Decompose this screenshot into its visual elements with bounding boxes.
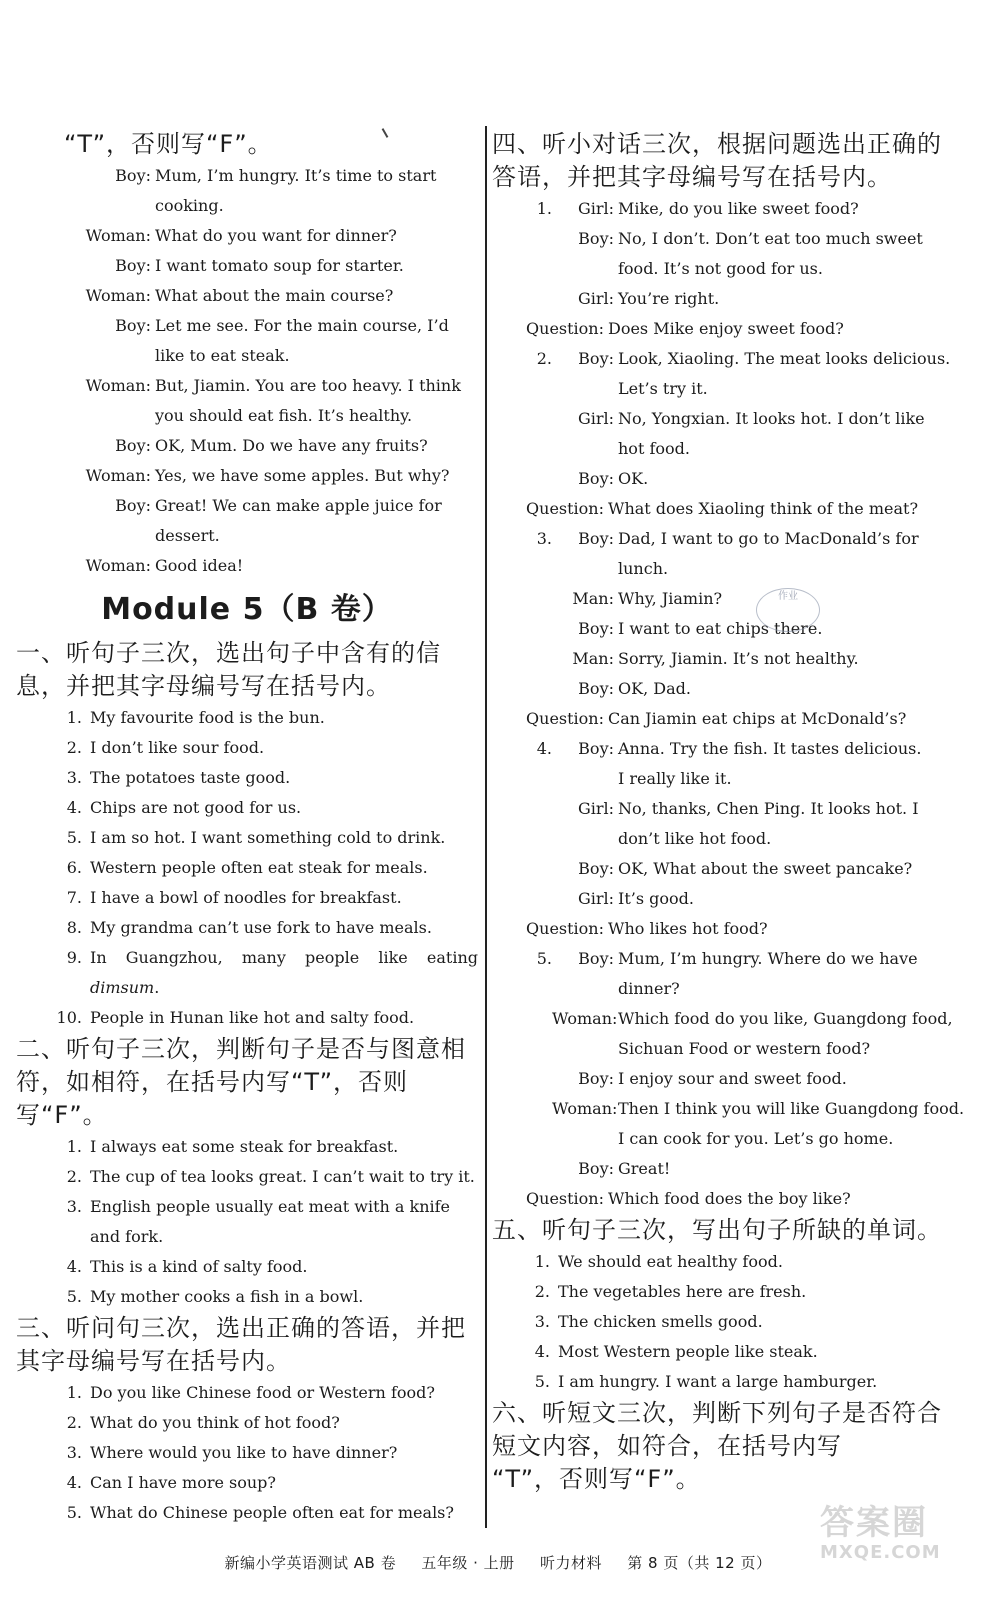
item-number [492, 464, 552, 494]
dialogue-line [492, 374, 970, 404]
item-number: 1. [534, 1252, 550, 1271]
dialogue-line [16, 191, 478, 221]
speaker-label: Woman: [552, 1099, 618, 1118]
speaker-label: Boy: [578, 679, 614, 698]
speaker-label: Girl: [577, 289, 614, 308]
section-heading-line: 六、听短文三次，判断下列句子是否符合 [492, 1399, 942, 1427]
question-line [492, 1184, 970, 1214]
dialogue-line [16, 281, 478, 311]
item-text: Do you like Chinese food or Western food? [90, 1383, 435, 1402]
list-item [16, 703, 478, 733]
item-text: My favourite food is the bun. [90, 708, 325, 727]
homework-stamp [756, 588, 820, 632]
item-text: I am so hot. I want something cold to drink. [90, 828, 446, 847]
item-number: 4. [534, 1342, 550, 1361]
dialogue-text: What do you want for dinner? [155, 226, 397, 245]
dialogue-line [492, 674, 970, 704]
list-item [16, 1282, 478, 1312]
item-text: I have a bowl of noodles for breakfast. [90, 888, 402, 907]
list-item [16, 1222, 478, 1252]
section-4 [492, 128, 970, 1214]
dialogue-line [492, 1094, 970, 1124]
speaker-label: Boy: [115, 256, 151, 275]
dialogue-line [492, 974, 970, 1004]
list-item [492, 1367, 970, 1397]
section-heading-line: 答语，并把其字母编号写在括号内。 [492, 163, 892, 191]
dialogue-text: Which food do you like, Guangdong food, [618, 1009, 953, 1028]
speaker-label: Boy: [578, 949, 614, 968]
dialogue-text: I can cook for you. Let’s go home. [618, 1129, 894, 1148]
speaker-label: Boy: [115, 166, 151, 185]
dialogue-text: Sichuan Food or western food? [618, 1039, 871, 1058]
item-number: 5. [536, 949, 552, 968]
dialogue-line [492, 644, 970, 674]
question-label: Question: [526, 499, 604, 518]
item-text: My grandma can’t use fork to have meals. [90, 918, 432, 937]
dialogue-line [492, 734, 970, 764]
list-item [16, 1468, 478, 1498]
speaker-label [552, 764, 614, 794]
speaker-label: Boy: [578, 349, 614, 368]
item-number: 4. [536, 739, 552, 758]
dialogue-text: Mum, I’m hungry. Where do we have [618, 949, 918, 968]
item-number [492, 1154, 552, 1184]
list-item [492, 1337, 970, 1367]
item-number: 5. [66, 1503, 82, 1522]
list-item [492, 1277, 970, 1307]
speaker-label [552, 824, 614, 854]
dialogue-text: I enjoy sour and sweet food. [618, 1069, 847, 1088]
speaker-label: Boy: [578, 229, 614, 248]
dialogue-text: No, Yongxian. It looks hot. I don’t like [618, 409, 925, 428]
item-text: English people usually eat meat with a knife [90, 1197, 451, 1216]
section-3 [16, 1312, 478, 1528]
item-text: People in Hunan like hot and salty food. [90, 1008, 415, 1027]
dialogue-text: What about the main course? [155, 286, 394, 305]
dialogue-text: It’s good. [618, 889, 694, 908]
section-heading-line: 三、听问句三次，选出正确的答语，并把 [16, 1314, 466, 1342]
item-number [492, 794, 552, 824]
speaker-label: Woman: [85, 556, 151, 575]
list-item [16, 883, 478, 913]
dialogue-text: OK, Mum. Do we have any fruits? [155, 436, 428, 455]
item-text: Chips are not good for us. [90, 798, 302, 817]
item-text: What do Chinese people often eat for meals? [90, 1503, 454, 1522]
dialogue-line [492, 794, 970, 824]
section-2 [16, 1033, 478, 1312]
dialogue-line [492, 944, 970, 974]
footer-part: 听力材料 [539, 1554, 602, 1572]
item-number [492, 1064, 552, 1094]
item-text: I am hungry. I want a large hamburger. [558, 1372, 878, 1391]
dialogue-text: I really like it. [618, 769, 732, 788]
dialogue-text: Yes, we have some apples. But why? [155, 466, 450, 485]
item-text: In Guangzhou, many people like eating dimsum. [90, 948, 478, 997]
question-label: Question: [526, 709, 604, 728]
item-text: Western people often eat steak for meals. [90, 858, 428, 877]
item-text: Where would you like to have dinner? [90, 1443, 398, 1462]
dialogue-text: food. It’s not good for us. [618, 259, 823, 278]
dialogue-line [16, 251, 478, 281]
speaker-label: Woman: [85, 226, 151, 245]
list-item [16, 1378, 478, 1408]
dialogue-line [492, 284, 970, 314]
item-number: 3. [66, 768, 82, 787]
item-number: 1. [66, 1383, 82, 1402]
item-number [492, 554, 552, 584]
speaker-label: Boy: [115, 316, 151, 335]
speaker-label [552, 1124, 614, 1154]
section-heading-line: 二、听句子三次，判断句子是否与图意相 [16, 1035, 466, 1063]
dialogue-line [492, 344, 970, 374]
section-6 [492, 1397, 970, 1496]
item-text: I always eat some steak for breakfast. [90, 1137, 399, 1156]
item-text: I don’t like sour food. [90, 738, 265, 757]
item-number: 5. [66, 1287, 82, 1306]
section-heading-line: “T”，否则写“F”。 [492, 1465, 701, 1493]
speaker-label: Boy: [578, 1069, 614, 1088]
item-number: 5. [66, 828, 82, 847]
column-divider [485, 126, 487, 1528]
dialogue-text: Look, Xiaoling. The meat looks delicious. [618, 349, 951, 368]
item-text: The potatoes taste good. [90, 768, 291, 787]
question-text: Who likes hot food? [608, 919, 768, 938]
section-5 [492, 1214, 970, 1397]
list-item [492, 1247, 970, 1277]
section-heading-line: 四、听小对话三次，根据问题选出正确的 [492, 130, 942, 158]
dialogue-text: Great! [618, 1159, 671, 1178]
item-number: 5. [534, 1372, 550, 1391]
dialogue-text: Why, Jiamin? [618, 589, 723, 608]
dialogue-text: hot food. [618, 439, 690, 458]
list-item [16, 1252, 478, 1282]
section-heading-line: 写“F”。 [16, 1101, 108, 1129]
speaker-label: Boy: [115, 496, 151, 515]
dialogue-text: Great! We can make apple juice for [155, 496, 442, 515]
dialogue-line [492, 614, 970, 644]
question-text: Can Jiamin eat chips at McDonald’s? [608, 709, 907, 728]
dialogue-text: you should eat fish. It’s healthy. [155, 406, 413, 425]
dialogue-line [492, 854, 970, 884]
speaker-label: Girl: [577, 889, 614, 908]
footer-grade: 五年级 · 上册 [421, 1554, 515, 1572]
dialogue-line [492, 764, 970, 794]
item-number: 2. [66, 738, 82, 757]
speaker-label: Boy: [578, 859, 614, 878]
dialogue-text: No, I don’t. Don’t eat too much sweet [618, 229, 923, 248]
dialogue-line [492, 1124, 970, 1154]
speaker-label: Girl: [577, 799, 614, 818]
item-number [492, 644, 552, 674]
dialogue-text: Sorry, Jiamin. It’s not healthy. [618, 649, 859, 668]
dialogue-text: cooking. [155, 196, 224, 215]
item-text: and fork. [90, 1227, 164, 1246]
dialogue-line [16, 401, 478, 431]
list-item [16, 1498, 478, 1528]
dialogue-text: don’t like hot food. [618, 829, 772, 848]
item-number [492, 824, 552, 854]
speaker-label: Boy: [578, 619, 614, 638]
stamp-text: 作业 [778, 591, 798, 602]
dialogue-line [492, 434, 970, 464]
item-number: 2. [66, 1413, 82, 1432]
dialogue-line [16, 521, 478, 551]
dialogue-line [492, 224, 970, 254]
page-footer [0, 1552, 996, 1573]
dialogue-line [492, 194, 970, 224]
item-number [24, 1222, 82, 1252]
item-number [492, 1124, 552, 1154]
speaker-label: Woman: [552, 1009, 618, 1028]
dialogue-text: OK, Dad. [618, 679, 691, 698]
list-item [16, 733, 478, 763]
item-number: 3. [536, 529, 552, 548]
question-line [492, 914, 970, 944]
right-column [492, 128, 970, 1496]
item-number [492, 584, 552, 614]
dialogue-line [492, 254, 970, 284]
dialogue-line [492, 1004, 970, 1034]
item-number [492, 674, 552, 704]
list-item [16, 913, 478, 943]
dialogue-text: Mike, do you like sweet food? [618, 199, 859, 218]
speaker-label [31, 191, 151, 221]
left-column [16, 128, 478, 1528]
dialogue-text: No, thanks, Chen Ping. It looks hot. I [618, 799, 919, 818]
dialogue-line [16, 311, 478, 341]
item-number [492, 1034, 552, 1064]
dialogue-line [492, 824, 970, 854]
list-item [16, 1003, 478, 1033]
item-text: We should eat healthy food. [558, 1252, 783, 1271]
item-text: Most Western people like steak. [558, 1342, 818, 1361]
speaker-label: Boy: [578, 529, 614, 548]
question-label: Question: [526, 319, 604, 338]
list-item [16, 943, 478, 1003]
dialogue-text: But, Jiamin. You are too heavy. I think [155, 376, 461, 395]
question-label: Question: [526, 919, 604, 938]
dialogue-line [16, 461, 478, 491]
speaker-label [552, 554, 614, 584]
item-number: 3. [534, 1312, 550, 1331]
item-number [492, 284, 552, 314]
section-heading-line: 符，如相符，在括号内写“T”，否则 [16, 1068, 408, 1096]
item-number: 6. [66, 858, 82, 877]
speaker-label: Boy: [578, 1159, 614, 1178]
item-number: 3. [66, 1443, 82, 1462]
item-number [492, 1094, 552, 1124]
question-label: Question: [526, 1189, 604, 1208]
item-text: Can I have more soup? [90, 1473, 276, 1492]
question-line [492, 314, 970, 344]
dialogue-text: Let me see. For the main course, I’d [155, 316, 449, 335]
footer-book: 新编小学英语测试 AB 卷 [224, 1554, 397, 1572]
italic-word: dimsum [90, 978, 155, 997]
item-number: 9. [66, 948, 82, 967]
item-number [492, 374, 552, 404]
speaker-label: Girl: [577, 409, 614, 428]
list-item [16, 1408, 478, 1438]
section-heading-line: 息，并把其字母编号写在括号内。 [16, 672, 391, 700]
list-item [16, 823, 478, 853]
speaker-label: Boy: [115, 436, 151, 455]
item-number: 4. [66, 798, 82, 817]
speaker-label [552, 254, 614, 284]
item-number [492, 614, 552, 644]
item-number: 7. [66, 888, 82, 907]
speaker-label [31, 401, 151, 431]
item-number [492, 974, 552, 1004]
item-text: What do you think of hot food? [90, 1413, 340, 1432]
watermark-url: MXQE.COM [820, 1542, 941, 1563]
section-heading-line: 短文内容，如符合，在括号内写 [492, 1432, 842, 1460]
item-number: 1. [536, 199, 552, 218]
speaker-label [31, 341, 151, 371]
dialogue-text: like to eat steak. [155, 346, 290, 365]
speaker-label [552, 1034, 614, 1064]
dialogue-text: dinner? [618, 979, 680, 998]
dialogue-text: Then I think you will like Guangdong food. [618, 1099, 965, 1118]
item-text: My mother cooks a fish in a bowl. [90, 1287, 364, 1306]
speaker-label [31, 521, 151, 551]
dialogue-text: Good idea! [155, 556, 244, 575]
question-line [492, 704, 970, 734]
question-text: Which food does the boy like? [608, 1189, 851, 1208]
speaker-label [552, 374, 614, 404]
list-item [16, 853, 478, 883]
speaker-label: Woman: [85, 286, 151, 305]
module-title: Module 5（B 卷） [101, 592, 393, 627]
item-number [492, 254, 552, 284]
list-item [16, 1162, 478, 1192]
list-item [16, 1132, 478, 1162]
watermark-logo-text: 答案圈 [820, 1503, 928, 1543]
list-item [16, 793, 478, 823]
dialogue-text: OK. [618, 469, 649, 488]
item-number: 2. [534, 1282, 550, 1301]
item-number: 10. [56, 1008, 82, 1027]
dialogue-text: dessert. [155, 526, 220, 545]
dialogue-line [492, 1034, 970, 1064]
section-heading-line: 一、听句子三次，选出句子中含有的信 [16, 639, 441, 667]
dialogue-line [492, 1154, 970, 1184]
dialogue-text: Dad, I want to go to MacDonald’s for [618, 529, 919, 548]
section-1 [16, 637, 478, 1033]
list-item [16, 1192, 478, 1222]
dialogue-line [16, 161, 478, 191]
item-number: 4. [66, 1473, 82, 1492]
speaker-label: Woman: [85, 376, 151, 395]
dialogue-block [16, 161, 478, 581]
item-number: 2. [66, 1167, 82, 1186]
list-item [16, 763, 478, 793]
dialogue-text: Mum, I’m hungry. It’s time to start [155, 166, 437, 185]
list-item [16, 1438, 478, 1468]
dialogue-text: I want to eat chips there. [618, 619, 823, 638]
dialogue-line [492, 554, 970, 584]
item-number: 2. [536, 349, 552, 368]
item-text: The cup of tea looks great. I can’t wait to try it. [90, 1167, 475, 1186]
dialogue-line [16, 551, 478, 581]
dialogue-text: Anna. Try the fish. It tastes delicious. [618, 739, 922, 758]
question-text: What does Xiaoling think of the meat? [608, 499, 919, 518]
item-number [492, 1004, 552, 1034]
item-text: The chicken smells good. [558, 1312, 763, 1331]
item-number: 3. [66, 1197, 82, 1216]
dialogue-line [16, 221, 478, 251]
footer-page: 第 8 页（共 12 页） [627, 1554, 772, 1572]
dialogue-line [16, 491, 478, 521]
dialogue-line [492, 404, 970, 434]
item-number [492, 854, 552, 884]
dialogue-line [16, 341, 478, 371]
dialogue-line [492, 584, 970, 614]
item-number: 1. [66, 708, 82, 727]
dialogue-text: lunch. [618, 559, 669, 578]
section-heading-line: 其字母编号写在括号内。 [16, 1347, 291, 1375]
question-line [492, 494, 970, 524]
dialogue-line [492, 1064, 970, 1094]
item-text: This is a kind of salty food. [90, 1257, 308, 1276]
item-text: The vegetables here are fresh. [558, 1282, 807, 1301]
question-text: Does Mike enjoy sweet food? [608, 319, 844, 338]
dialogue-line [492, 524, 970, 554]
dialogue-text: You’re right. [618, 289, 720, 308]
speaker-label: Woman: [85, 466, 151, 485]
item-number [492, 884, 552, 914]
speaker-label: Girl: [577, 199, 614, 218]
dialogue-line [492, 464, 970, 494]
dialogue-text: OK, What about the sweet pancake? [618, 859, 913, 878]
speaker-label [552, 434, 614, 464]
dialogue-line [492, 884, 970, 914]
dialogue-text: I want tomato soup for starter. [155, 256, 404, 275]
item-number [492, 434, 552, 464]
dialogue-line [16, 431, 478, 461]
speaker-label: Man: [572, 649, 614, 668]
item-number [492, 224, 552, 254]
item-number: 4. [66, 1257, 82, 1276]
speaker-label [552, 974, 614, 1004]
section-heading-line: 五、听句子三次，写出句子所缺的单词。 [492, 1216, 942, 1244]
speaker-label: Boy: [578, 739, 614, 758]
item-number: 1. [66, 1137, 82, 1156]
section-intro-tail: “T”，否则写“F”。 [64, 130, 273, 158]
speaker-label: Boy: [578, 469, 614, 488]
list-item [492, 1307, 970, 1337]
dialogue-line [16, 371, 478, 401]
item-number [492, 764, 552, 794]
item-number [492, 404, 552, 434]
item-number: 8. [66, 918, 82, 937]
dialogue-text: Let’s try it. [618, 379, 708, 398]
speaker-label: Man: [572, 589, 614, 608]
